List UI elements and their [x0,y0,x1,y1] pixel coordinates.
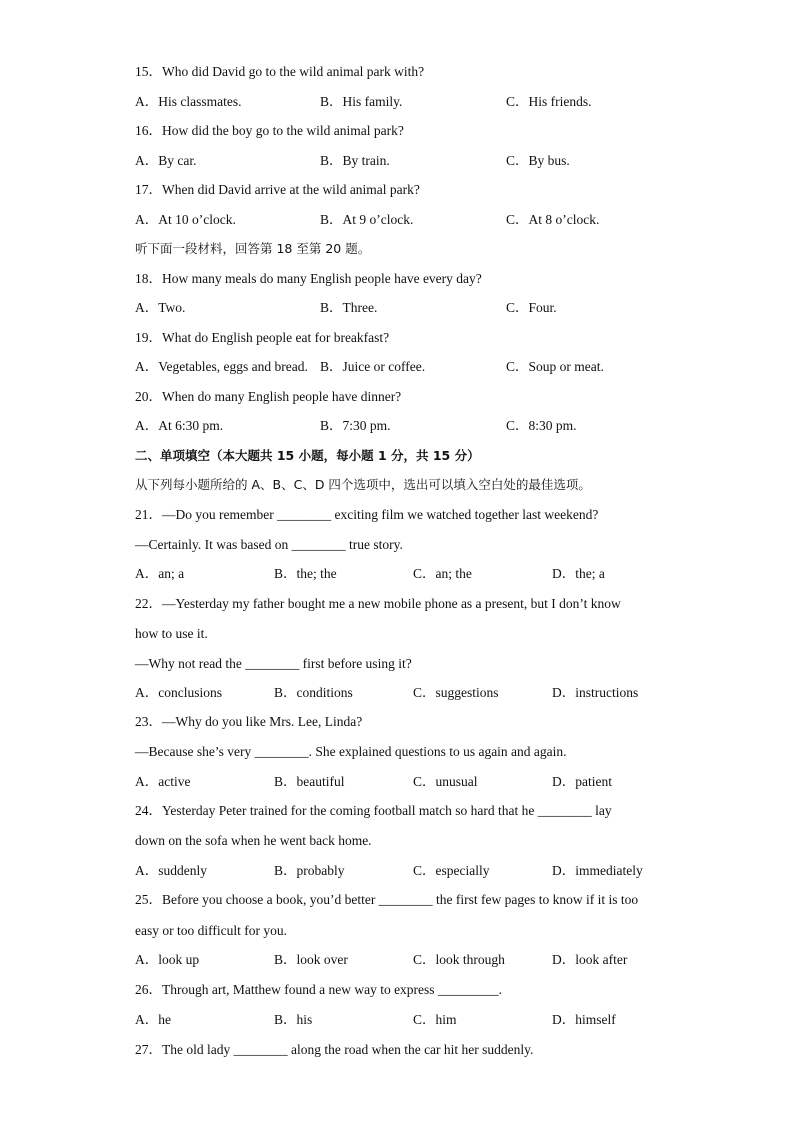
option-b: B．His family. [320,94,403,109]
option-a: A．suddenly [135,863,207,878]
option-d: D．look after [552,952,628,967]
option-a: A．conclusions [135,685,222,700]
option-a: A．Vegetables, eggs and bread. [135,359,308,374]
question-26-line-1: 26．Through art, Matthew found a new way to express _________. [135,982,503,997]
option-b: B．beautiful [274,774,345,789]
question-15-stem: 15．Who did David go to the wild animal park with? [135,64,425,79]
option-c: C．Soup or meat. [506,359,604,374]
option-a: A．active [135,774,191,789]
question-19-stem: 19．What do English people eat for breakfast? [135,330,390,345]
question-22-line-2: how to use it. [135,626,208,641]
option-c: C．unusual [413,774,478,789]
option-c: C．Four. [506,300,557,315]
question-23-line-1: 23．—Why do you like Mrs. Lee, Linda? [135,714,363,729]
question-20-stem: 20．When do many English people have dinner? [135,389,402,404]
option-d: D．instructions [552,685,639,700]
question-16-stem: 16．How did the boy go to the wild animal park? [135,123,404,138]
option-b: B．7:30 pm. [320,418,391,433]
option-d: D．immediately [552,863,643,878]
option-c: C．By bus. [506,153,570,168]
option-b: B．Three. [320,300,378,315]
question-18-stem: 18．How many meals do many English people have every day? [135,271,482,286]
option-d: D．patient [552,774,612,789]
option-b: B．conditions [274,685,353,700]
option-b: B．probably [274,863,345,878]
option-d: D．the; a [552,566,605,581]
option-a: A．His classmates. [135,94,242,109]
question-23-line-2: —Because she’s very ________. She explained questions to us again and again. [135,744,567,759]
listening-instruction: 听下面一段材料，回答第 18 至第 20 题。 [135,241,371,256]
option-b: B．Juice or coffee. [320,359,426,374]
option-b: B．By train. [320,153,390,168]
option-b: B．At 9 o’clock. [320,212,414,227]
question-24-line-1: 24．Yesterday Peter trained for the coming football match so hard that he ________ lay [135,803,612,818]
question-17-stem: 17．When did David arrive at the wild animal park? [135,182,420,197]
option-b: B．look over [274,952,348,967]
option-a: A．an; a [135,566,185,581]
option-a: A．At 6:30 pm. [135,418,224,433]
option-c: C．His friends. [506,94,592,109]
option-c: C．especially [413,863,490,878]
question-21-line-2: —Certainly. It was based on ________ true story. [135,537,403,552]
option-b: B．his [274,1012,313,1027]
question-21-line-1: 21．—Do you remember ________ exciting film we watched together last weekend? [135,507,599,522]
question-25-line-1: 25．Before you choose a book, you’d better ________ the first few pages to know if it is too [135,892,639,907]
option-d: D．himself [552,1012,616,1027]
option-c: C．8:30 pm. [506,418,577,433]
section-instruction: 从下列每小题所给的 A、B、C、D 四个选项中，选出可以填入空白处的最佳选项。 [135,477,591,492]
option-c: C．an; the [413,566,472,581]
option-a: A．By car. [135,153,197,168]
section-heading: 二、单项填空（本大题共 15 小题，每小题 1 分，共 15 分） [135,448,480,463]
option-a: A．look up [135,952,200,967]
question-27-line-1: 27．The old lady ________ along the road when the car hit her suddenly. [135,1042,534,1057]
question-24-line-2: down on the sofa when he went back home. [135,833,372,848]
option-c: C．look through [413,952,505,967]
option-a: A．Two. [135,300,186,315]
option-a: A．At 10 o’clock. [135,212,236,227]
option-b: B．the; the [274,566,337,581]
option-c: C．him [413,1012,457,1027]
question-25-line-2: easy or too difficult for you. [135,923,287,938]
option-c: C．At 8 o’clock. [506,212,600,227]
option-c: C．suggestions [413,685,499,700]
question-22-line-1: 22．—Yesterday my father bought me a new mobile phone as a present, but I don’t know [135,596,621,611]
option-a: A．he [135,1012,171,1027]
question-22-line-3: —Why not read the ________ first before using it? [135,656,412,671]
